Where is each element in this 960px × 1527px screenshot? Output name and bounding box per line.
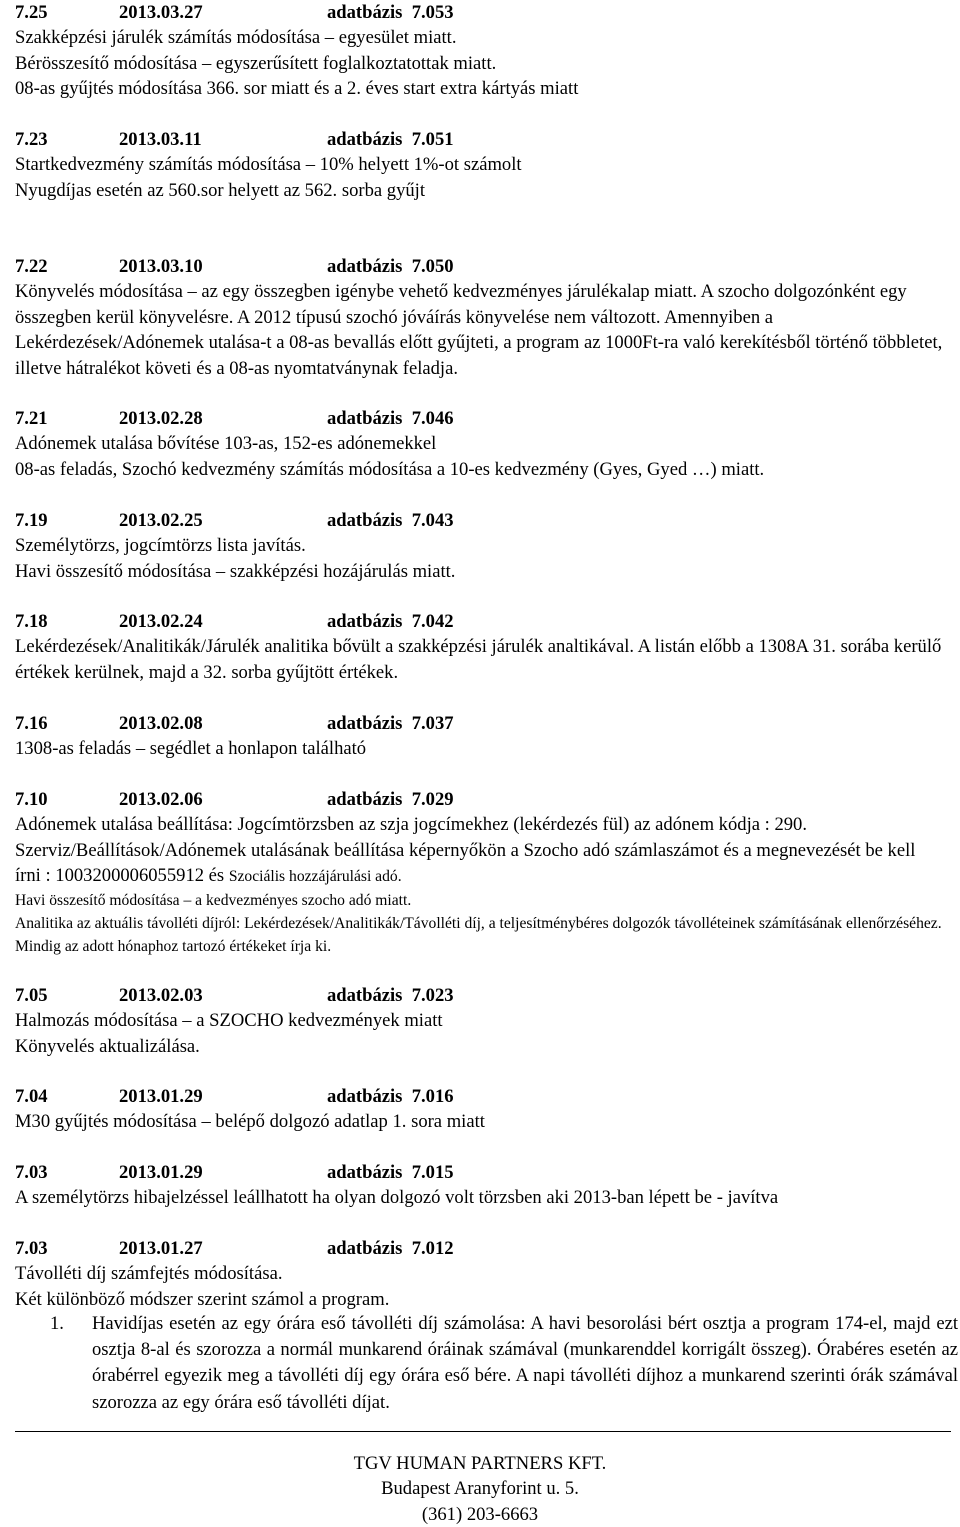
database-version: adatbázis 7.023: [327, 985, 454, 1006]
release-date: 2013.02.03: [119, 985, 203, 1006]
footer-address: Budapest Aranyforint u. 5.: [381, 1478, 579, 1500]
version-number: 7.25: [15, 2, 48, 23]
list-item-number: 1.: [50, 1313, 64, 1334]
entry-header: [15, 254, 945, 279]
version-number: 7.23: [15, 129, 48, 150]
entry-line: Szakképzési járulék számítás módosítása – egyesület miatt.: [15, 27, 457, 49]
entry-line: Halmozás módosítása – a SZOCHO kedvezmények miatt: [15, 1010, 443, 1032]
entry-header: [15, 711, 945, 736]
footer-phone: (361) 203-6663: [421, 1503, 539, 1525]
entry-header: [15, 508, 945, 533]
release-date: 2013.03.11: [119, 129, 202, 150]
changelog-entry-7-21: [15, 406, 945, 482]
changelog-entry-7-19: [15, 508, 945, 584]
entry-line: Startkedvezmény számítás módosítása – 10% helyett 1%-ot számolt: [15, 154, 522, 176]
entry-note-line: Havi összesítő módosítása – a kedvezményes szocho adó miatt.: [15, 891, 412, 909]
entry-header: [15, 1236, 945, 1261]
changelog-entry-7-05: [15, 983, 945, 1059]
version-number: 7.05: [15, 985, 48, 1006]
entry-header: [15, 406, 945, 431]
entry-line: Távolléti díj számfejtés módosítása.: [15, 1263, 283, 1285]
footer-company: TGV HUMAN PARTNERS KFT.: [353, 1453, 607, 1474]
entry-header: [15, 983, 945, 1008]
release-date: 2013.01.29: [119, 1162, 203, 1183]
footer: [0, 1451, 960, 1527]
release-date: 2013.02.24: [119, 611, 203, 632]
changelog-entry-7-16: [15, 711, 945, 762]
database-version: adatbázis 7.053: [327, 2, 454, 23]
changelog-entry-7-18: [15, 609, 945, 685]
entry-line: Nyugdíjas esetén az 560.sor helyett az 562. sorba gyűjt: [15, 179, 425, 201]
entry-line: Személytörzs, jogcímtörzs lista javítás.: [15, 535, 306, 557]
entry-header: [15, 787, 945, 812]
version-number: 7.21: [15, 408, 48, 429]
database-version: adatbázis 7.050: [327, 256, 454, 277]
database-version: adatbázis 7.029: [327, 789, 454, 810]
database-version: adatbázis 7.051: [327, 129, 454, 150]
release-date: 2013.03.27: [119, 2, 203, 23]
entry-header: [15, 0, 945, 25]
release-date: 2013.02.06: [119, 789, 203, 810]
changelog-entry-7-23: [15, 127, 945, 203]
version-number: 7.16: [15, 713, 48, 734]
entry-paragraph: Könyvelés módosítása – az egy összegben igénybe vehető kedvezményes járulékalap miatt. A szocho dolgozónként egy összegben kerül könyvelésre. A 2012 típusú szochó jóváírás könyvelése nem változott. Amennyiben a Lekérdezések/Adónemek utalása-t a 08-as bevallás előtt gyűjteti, a program az 1000Ft-ra való kerekítésből történő többletet, illetve hátralékot követi és a 08-as nyomtatványnak feladja.: [15, 281, 943, 379]
version-number: 7.03: [15, 1238, 48, 1259]
entry-paragraph-tail: Szociális hozzájárulási adó.: [228, 868, 402, 886]
changelog-entry-7-04: [15, 1084, 945, 1135]
database-version: adatbázis 7.015: [327, 1162, 454, 1183]
database-version: adatbázis 7.046: [327, 408, 454, 429]
version-number: 7.03: [15, 1162, 48, 1183]
entry-line: M30 gyűjtés módosítása – belépő dolgozó adatlap 1. sora miatt: [15, 1111, 485, 1133]
entry-header: [15, 127, 945, 152]
entry-line: Könyvelés aktualizálása.: [15, 1035, 200, 1057]
entry-paragraph-text: Adónemek utalása beállítása: Jogcímtörzsben az szja jogcímekhez (lekérdezés fül) az adónem kódja : 290. Szerviz/Beállítások/Adónemek utalásának beállítása képernyőkön a Szocho adó számlaszámot és a megnevezését be kell írni : 1003200006055912 és: [15, 814, 916, 887]
changelog-entry-7-03-b: [15, 1236, 945, 1312]
changelog-entry-7-25: [15, 0, 945, 102]
footer-divider: [15, 1431, 951, 1432]
list-item-text: Havidíjas esetén az egy órára eső távolléti díj számolása: A havi besorolási bért osztja a program 174-el, majd ezt osztja 8-al és szorozza a normál munkarend óráinak számával (munkarenddel korrigált összeg). Órabéres esetén az órabérrel egyezik meg a távolléti díj egy órára eső bére. A napi távolléti díjhoz a munkarend szerinti órák számával szorozza az egy órára eső távolléti díjat.: [92, 1313, 958, 1413]
database-version: adatbázis 7.016: [327, 1086, 454, 1107]
database-version: adatbázis 7.043: [327, 510, 454, 531]
version-number: 7.04: [15, 1086, 48, 1107]
database-version: adatbázis 7.012: [327, 1238, 454, 1259]
release-date: 2013.02.25: [119, 510, 203, 531]
entry-line: 1308-as feladás – segédlet a honlapon található: [15, 738, 367, 760]
entry-paragraph: Lekérdezések/Analitikák/Járulék analitika bővült a szakképzési járulék analtikával. A listán előbb a 1308A 31. sorába kerülő értékek kerülnek, majd a 32. sorba gyűjtött értékek.: [15, 636, 942, 683]
database-version: adatbázis 7.037: [327, 713, 454, 734]
entry-header: [15, 1084, 945, 1109]
version-number: 7.19: [15, 510, 48, 531]
entry-paragraph: [15, 812, 945, 888]
entry-line: 08-as gyűjtés módosítása 366. sor miatt és a 2. éves start extra kártyás miatt: [15, 78, 579, 100]
release-date: 2013.02.28: [119, 408, 203, 429]
version-number: 7.22: [15, 256, 48, 277]
version-number: 7.18: [15, 611, 48, 632]
changelog-entry-7-03-a: [15, 1160, 945, 1211]
entry-line: Két különböző módszer szerint számol a program.: [15, 1288, 390, 1310]
entry-header: [15, 1160, 945, 1185]
entry-note-paragraph: Analitika az aktuális távolléti díjról: Lekérdezések/Analitikák/Távolléti díj, a teljesítménybéres dolgozók távolléteinek számításának ellenőrzéséhez. Mindig az adott hónaphoz tartozó értékeket írja ki.: [15, 914, 942, 955]
release-date: 2013.01.29: [119, 1086, 203, 1107]
entry-line: Havi összesítő módosítása – szakképzési hozájárulás miatt.: [15, 560, 456, 582]
entry-line: Bérösszesítő módosítása – egyszerűsített foglalkoztatottak miatt.: [15, 52, 497, 74]
entry-line: A személytörzs hibajelzéssel leállhatott ha olyan dolgozó volt törzsben aki 2013-ban lépett be - javítva: [15, 1187, 779, 1209]
changelog-entry-7-22: [15, 254, 945, 381]
entry-line: 08-as feladás, Szochó kedvezmény számítás módosítása a 10-es kedvezmény (Gyes, Gyed …) miatt.: [15, 458, 765, 480]
version-number: 7.10: [15, 789, 48, 810]
release-date: 2013.03.10: [119, 256, 203, 277]
database-version: adatbázis 7.042: [327, 611, 454, 632]
entry-line: Adónemek utalása bővítése 103-as, 152-es adónemekkel: [15, 433, 437, 455]
release-date: 2013.02.08: [119, 713, 203, 734]
entry-header: [15, 609, 945, 634]
changelog-entry-7-10: [15, 787, 945, 958]
release-date: 2013.01.27: [119, 1238, 203, 1259]
